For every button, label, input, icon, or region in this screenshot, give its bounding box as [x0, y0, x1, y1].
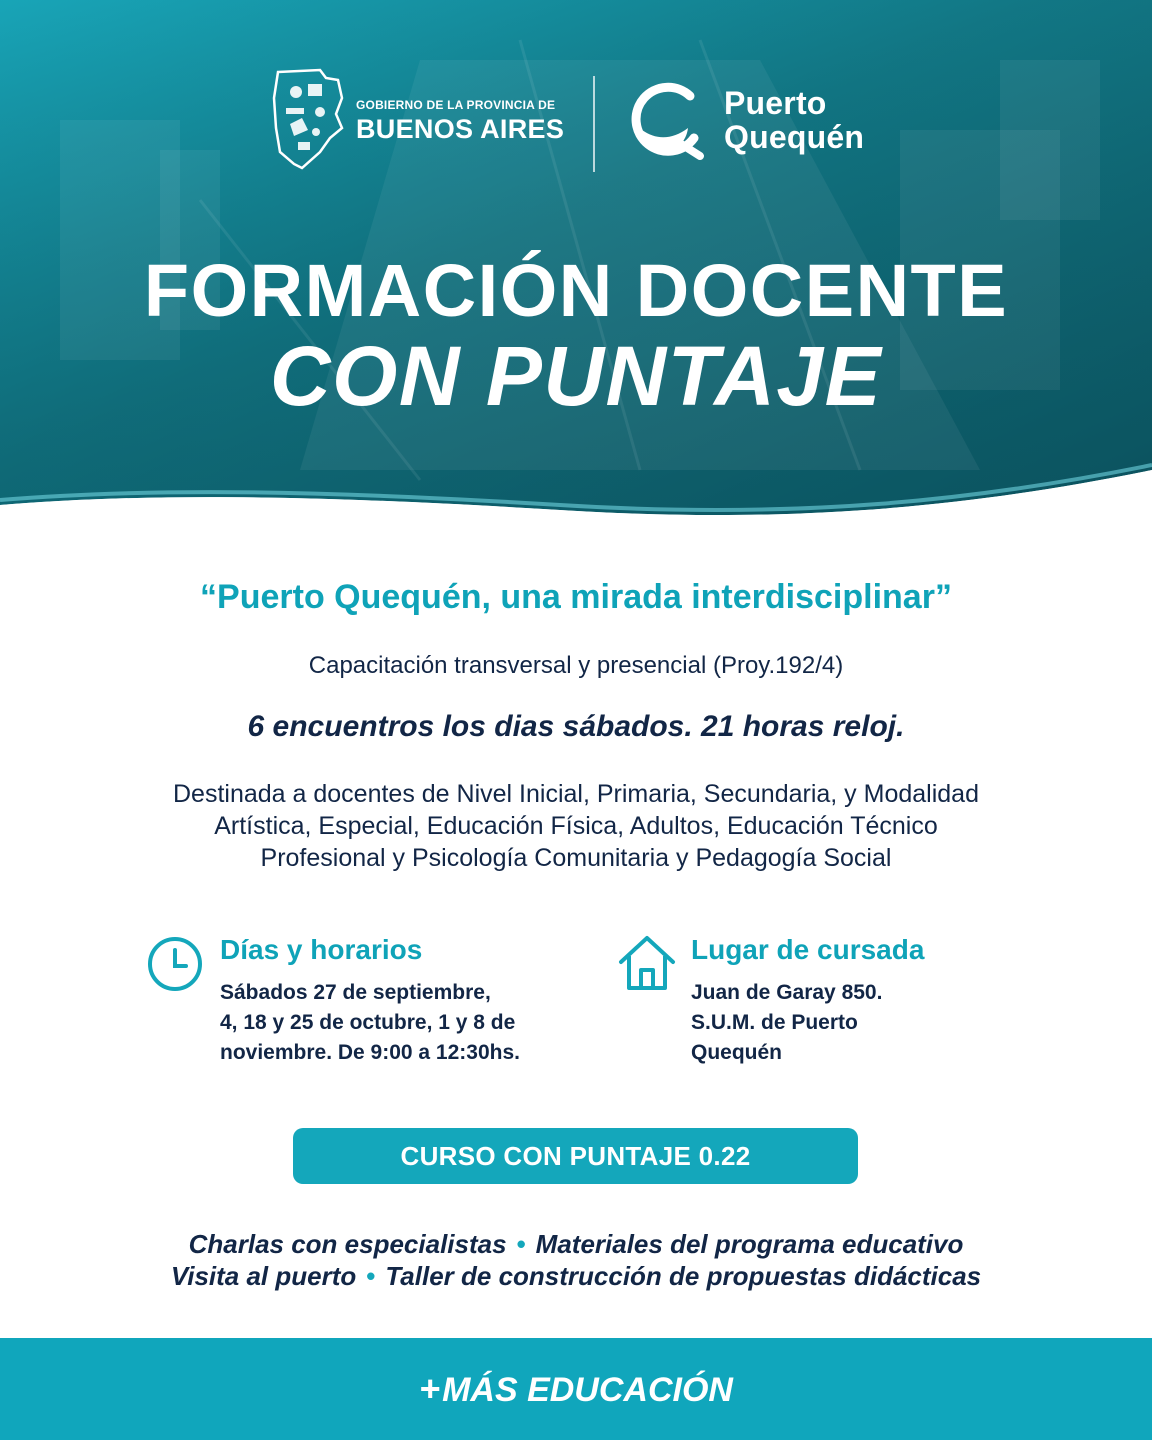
puerto-quequen-logo-text [724, 86, 864, 154]
footer-banner [0, 1338, 1152, 1440]
schedule-details [220, 978, 520, 1068]
location-details [691, 978, 882, 1068]
activity-item: Materiales del programa educativo [535, 1229, 964, 1259]
location-line: Quequén [691, 1041, 783, 1064]
plus-icon: + [419, 1368, 441, 1409]
activity-item: Visita al puerto [170, 1261, 357, 1291]
location-line: Juan de Garay 850. [691, 981, 883, 1004]
encuentros-text: 6 encuentros los dias sábados. 21 horas reloj. [247, 710, 905, 743]
capacitacion-text: Capacitación transversal y presencial (Proy.192/4) [308, 652, 844, 679]
activities-row [0, 1228, 1152, 1260]
logos-row [0, 68, 1152, 178]
location-block [617, 934, 977, 1074]
schedule-line: noviembre. De 9:00 a 12:30hs. [220, 1041, 520, 1064]
schedule-title: Días y horarios [220, 934, 423, 965]
schedule-line: Sábados 27 de septiembre, [220, 981, 491, 1004]
activity-item: Charlas con especialistas [188, 1229, 507, 1259]
bullet-separator: • [516, 1229, 526, 1259]
province-logo-text [356, 98, 564, 145]
bullet-separator: • [366, 1261, 376, 1291]
clock-icon [146, 934, 206, 994]
pq-line2: Quequén [724, 119, 865, 155]
schedule-block [146, 934, 606, 1074]
location-title: Lugar de cursada [691, 934, 925, 965]
audience-line: Profesional y Psicología Comunitaria y Pedagogía Social [260, 844, 892, 872]
puerto-quequen-logo-icon [628, 80, 706, 160]
activities-list [0, 1228, 1152, 1292]
hero-banner [0, 0, 1152, 560]
activity-item: Taller de construcción de propuestas didácticas [385, 1261, 982, 1291]
province-small-text: GOBIERNO DE LA PROVINCIA DE [356, 98, 556, 112]
main-title-line2: CON PUNTAJE [269, 329, 883, 423]
province-big-text: BUENOS AIRES [356, 114, 565, 144]
audience-line: Destinada a docentes de Nivel Inicial, Primaria, Secundaria, y Modalidad [173, 780, 979, 808]
activities-row [0, 1260, 1152, 1292]
audience-description [80, 778, 1072, 874]
location-line: S.U.M. de Puerto [691, 1011, 858, 1034]
curso-puntaje-badge: CURSO CON PUNTAJE 0.22 [293, 1128, 858, 1184]
pq-line1: Puerto [724, 85, 827, 121]
house-icon [617, 934, 677, 994]
footer-label: MÁS EDUCACIÓN [442, 1371, 733, 1409]
course-subtitle: “Puerto Quequén, una mirada interdisciplinar” [200, 578, 952, 616]
main-title-line1: FORMACIÓN DOCENTE [143, 249, 1009, 332]
province-map-logo-icon [272, 68, 347, 173]
logo-divider [593, 76, 595, 172]
audience-line: Artística, Especial, Educación Física, Adultos, Educación Técnico [214, 812, 938, 840]
schedule-line: 4, 18 y 25 de octubre, 1 y 8 de [220, 1011, 516, 1034]
